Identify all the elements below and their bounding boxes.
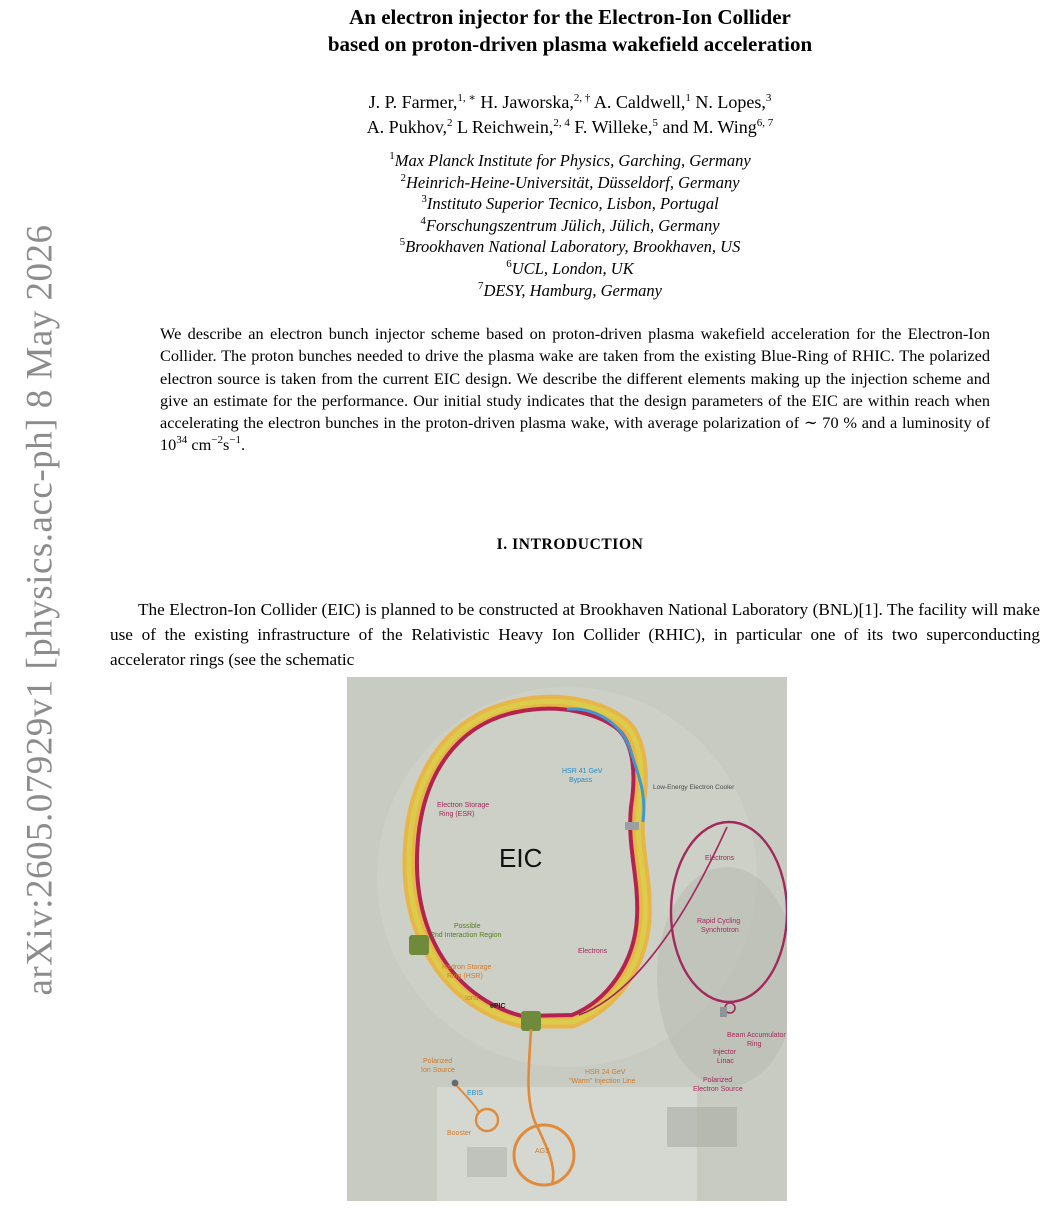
affiliation-text: Heinrich-Heine-Universität, Düsseldorf, Germany xyxy=(405,172,740,192)
arxiv-identifier: arXiv:2605.07929v1 [physics.acc-ph] 8 May 2026 xyxy=(19,224,61,996)
hsr-label: Ring (HSR) xyxy=(447,973,483,980)
ions-label: Ions xyxy=(465,995,479,1002)
affiliation-mark: 3 xyxy=(421,193,427,206)
affiliation-list xyxy=(110,150,1030,301)
affiliation xyxy=(110,150,1030,172)
abstract-end: . xyxy=(241,435,246,455)
title-line-2: based on proton-driven plasma wakefield acceleration xyxy=(327,32,813,56)
author-affil-mark: 1 xyxy=(685,92,691,104)
bar-label: Ring xyxy=(747,1041,762,1048)
hsr-bypass-label: Bypass xyxy=(569,777,592,784)
abstract-exponent: −1 xyxy=(229,434,242,447)
affiliation xyxy=(110,236,1030,258)
affiliation-text: UCL, London, UK xyxy=(511,258,634,278)
linac-label: Linac xyxy=(717,1058,734,1065)
intro-paragraph: The Electron-Ion Collider (EIC) is planned to be constructed at Brookhaven National Laboratory (BNL)[1]. The facility will make use of the existing infrastructure of the Relativistic Heavy Ion Collider (RHIC), in particular one of its two superconducting accelerator rings (see the schematic xyxy=(110,600,1040,669)
ir2-label: 2nd Interaction Region xyxy=(431,932,502,939)
epic-interaction-region-block xyxy=(521,1011,541,1031)
affiliation-mark: 4 xyxy=(420,214,426,227)
eic-label: EIC xyxy=(499,843,543,873)
author-list xyxy=(110,90,1030,140)
author-affil-mark: 2, 4 xyxy=(553,117,570,129)
author-affil-mark: 1, ∗ xyxy=(457,92,476,104)
affiliation-mark: 7 xyxy=(478,279,484,292)
bar-label: Beam Accumulator xyxy=(727,1032,786,1039)
second-interaction-region-block xyxy=(409,935,429,955)
author: N. Lopes, xyxy=(695,92,766,112)
affiliation xyxy=(110,280,1030,302)
abstract xyxy=(160,323,990,457)
author: H. Jaworska, xyxy=(480,92,574,112)
author: F. Willeke, xyxy=(574,117,653,137)
author: A. Pukhov, xyxy=(366,117,448,137)
esr-label: Electron Storage xyxy=(437,802,490,809)
arxiv-sidebar xyxy=(0,0,80,1208)
ir2-label: Possible xyxy=(454,923,481,930)
paper-title xyxy=(110,4,1030,58)
epic-label: ePIC xyxy=(490,1003,506,1010)
abstract-unit: s xyxy=(222,435,230,455)
affiliation-mark: 1 xyxy=(389,150,395,162)
linac-label: Injector xyxy=(713,1049,736,1056)
author-affil-mark: 3 xyxy=(765,92,772,104)
abstract-unit: cm xyxy=(187,435,212,455)
affiliation-text: DESY, Hamburg, Germany xyxy=(483,280,662,300)
affiliation-mark: 2 xyxy=(400,171,406,184)
author: A. Caldwell, xyxy=(593,92,686,112)
affiliation-text: Max Planck Institute for Physics, Garching, Germany xyxy=(394,151,751,170)
abstract-exponent: 34 xyxy=(176,434,188,447)
electrons-ring-label: Electrons xyxy=(578,948,608,955)
pis-label: Ion Source xyxy=(421,1067,455,1074)
author-affil-mark: 2, † xyxy=(573,92,591,104)
section-heading: I. INTRODUCTION xyxy=(496,536,644,553)
ebis-label: EBIS xyxy=(467,1090,483,1097)
affiliation-text: Forschungszentrum Jülich, Jülich, Germany xyxy=(425,215,720,235)
author: and M. Wing xyxy=(662,117,757,137)
affiliation xyxy=(110,193,1030,215)
affiliation xyxy=(110,172,1030,194)
pes-label: Electron Source xyxy=(693,1086,743,1093)
eic-schematic-figure xyxy=(347,677,787,1201)
esr-label: Ring (ESR) xyxy=(439,811,475,818)
electron-cooler-marker xyxy=(625,822,639,830)
author-affil-mark: 2 xyxy=(447,117,453,129)
electrons-rcs-label: Electrons xyxy=(705,855,735,862)
hsr-label: Hadron Storage xyxy=(442,964,492,971)
injection-line-label: "Warm" Injection Line xyxy=(569,1078,636,1085)
abstract-text: We describe an electron bunch injector scheme based on proton-driven plasma wakefield acceleration for the Electron-Ion Collider. The proton bunches needed to drive the plasma wake are taken from the existing Blue-Ring of RHIC. The polarized electron source is taken from the current EIC design. We describe the different elements making up the injection scheme and give an estimate for the performance. Our initial study indicates that the design parameters of the EIC are within reach when accelerating the electron bunches in the proton-driven plasma wake, with average polarization of ∼ 70 % and a luminosity of 10 xyxy=(160,324,990,455)
rcs-label: Synchrotron xyxy=(701,927,739,934)
author-affil-mark: 6, 7 xyxy=(756,117,774,129)
eic-schematic-svg xyxy=(347,677,787,1201)
hsr-bypass-label: HSR 41 GeV xyxy=(562,768,603,775)
injection-line-label: HSR 24 GeV xyxy=(585,1069,626,1076)
author-line-1 xyxy=(110,90,1030,115)
author-affil-mark: 5 xyxy=(652,117,658,129)
affiliation-text: Brookhaven National Laboratory, Brookhaven, US xyxy=(405,237,741,257)
affiliation xyxy=(110,258,1030,280)
campus-area xyxy=(437,1087,697,1201)
ion-source-marker xyxy=(452,1080,459,1087)
affiliation-mark: 6 xyxy=(506,257,512,270)
author: L Reichwein, xyxy=(457,117,554,137)
pes-label: Polarized xyxy=(703,1077,733,1084)
abstract-exponent: −2 xyxy=(211,434,223,447)
author-line-2 xyxy=(110,115,1030,140)
author: J. P. Farmer, xyxy=(368,92,458,112)
affiliation-mark: 5 xyxy=(399,236,406,249)
pis-label: Polarized xyxy=(423,1058,453,1065)
rcs-label: Rapid Cycling xyxy=(697,918,741,925)
campus-building xyxy=(467,1147,507,1177)
affiliation-text: Instituto Superior Tecnico, Lisbon, Portugal xyxy=(426,194,719,214)
cooler-label: Low-Energy Electron Cooler xyxy=(653,784,735,791)
injector-linac-marker xyxy=(720,1007,727,1017)
affiliation xyxy=(110,215,1030,237)
title-line-1: An electron injector for the Electron-Ion Collider xyxy=(349,5,791,29)
ags-label: AGS xyxy=(535,1148,550,1155)
campus-building xyxy=(667,1107,737,1147)
booster-label: Booster xyxy=(447,1130,472,1137)
